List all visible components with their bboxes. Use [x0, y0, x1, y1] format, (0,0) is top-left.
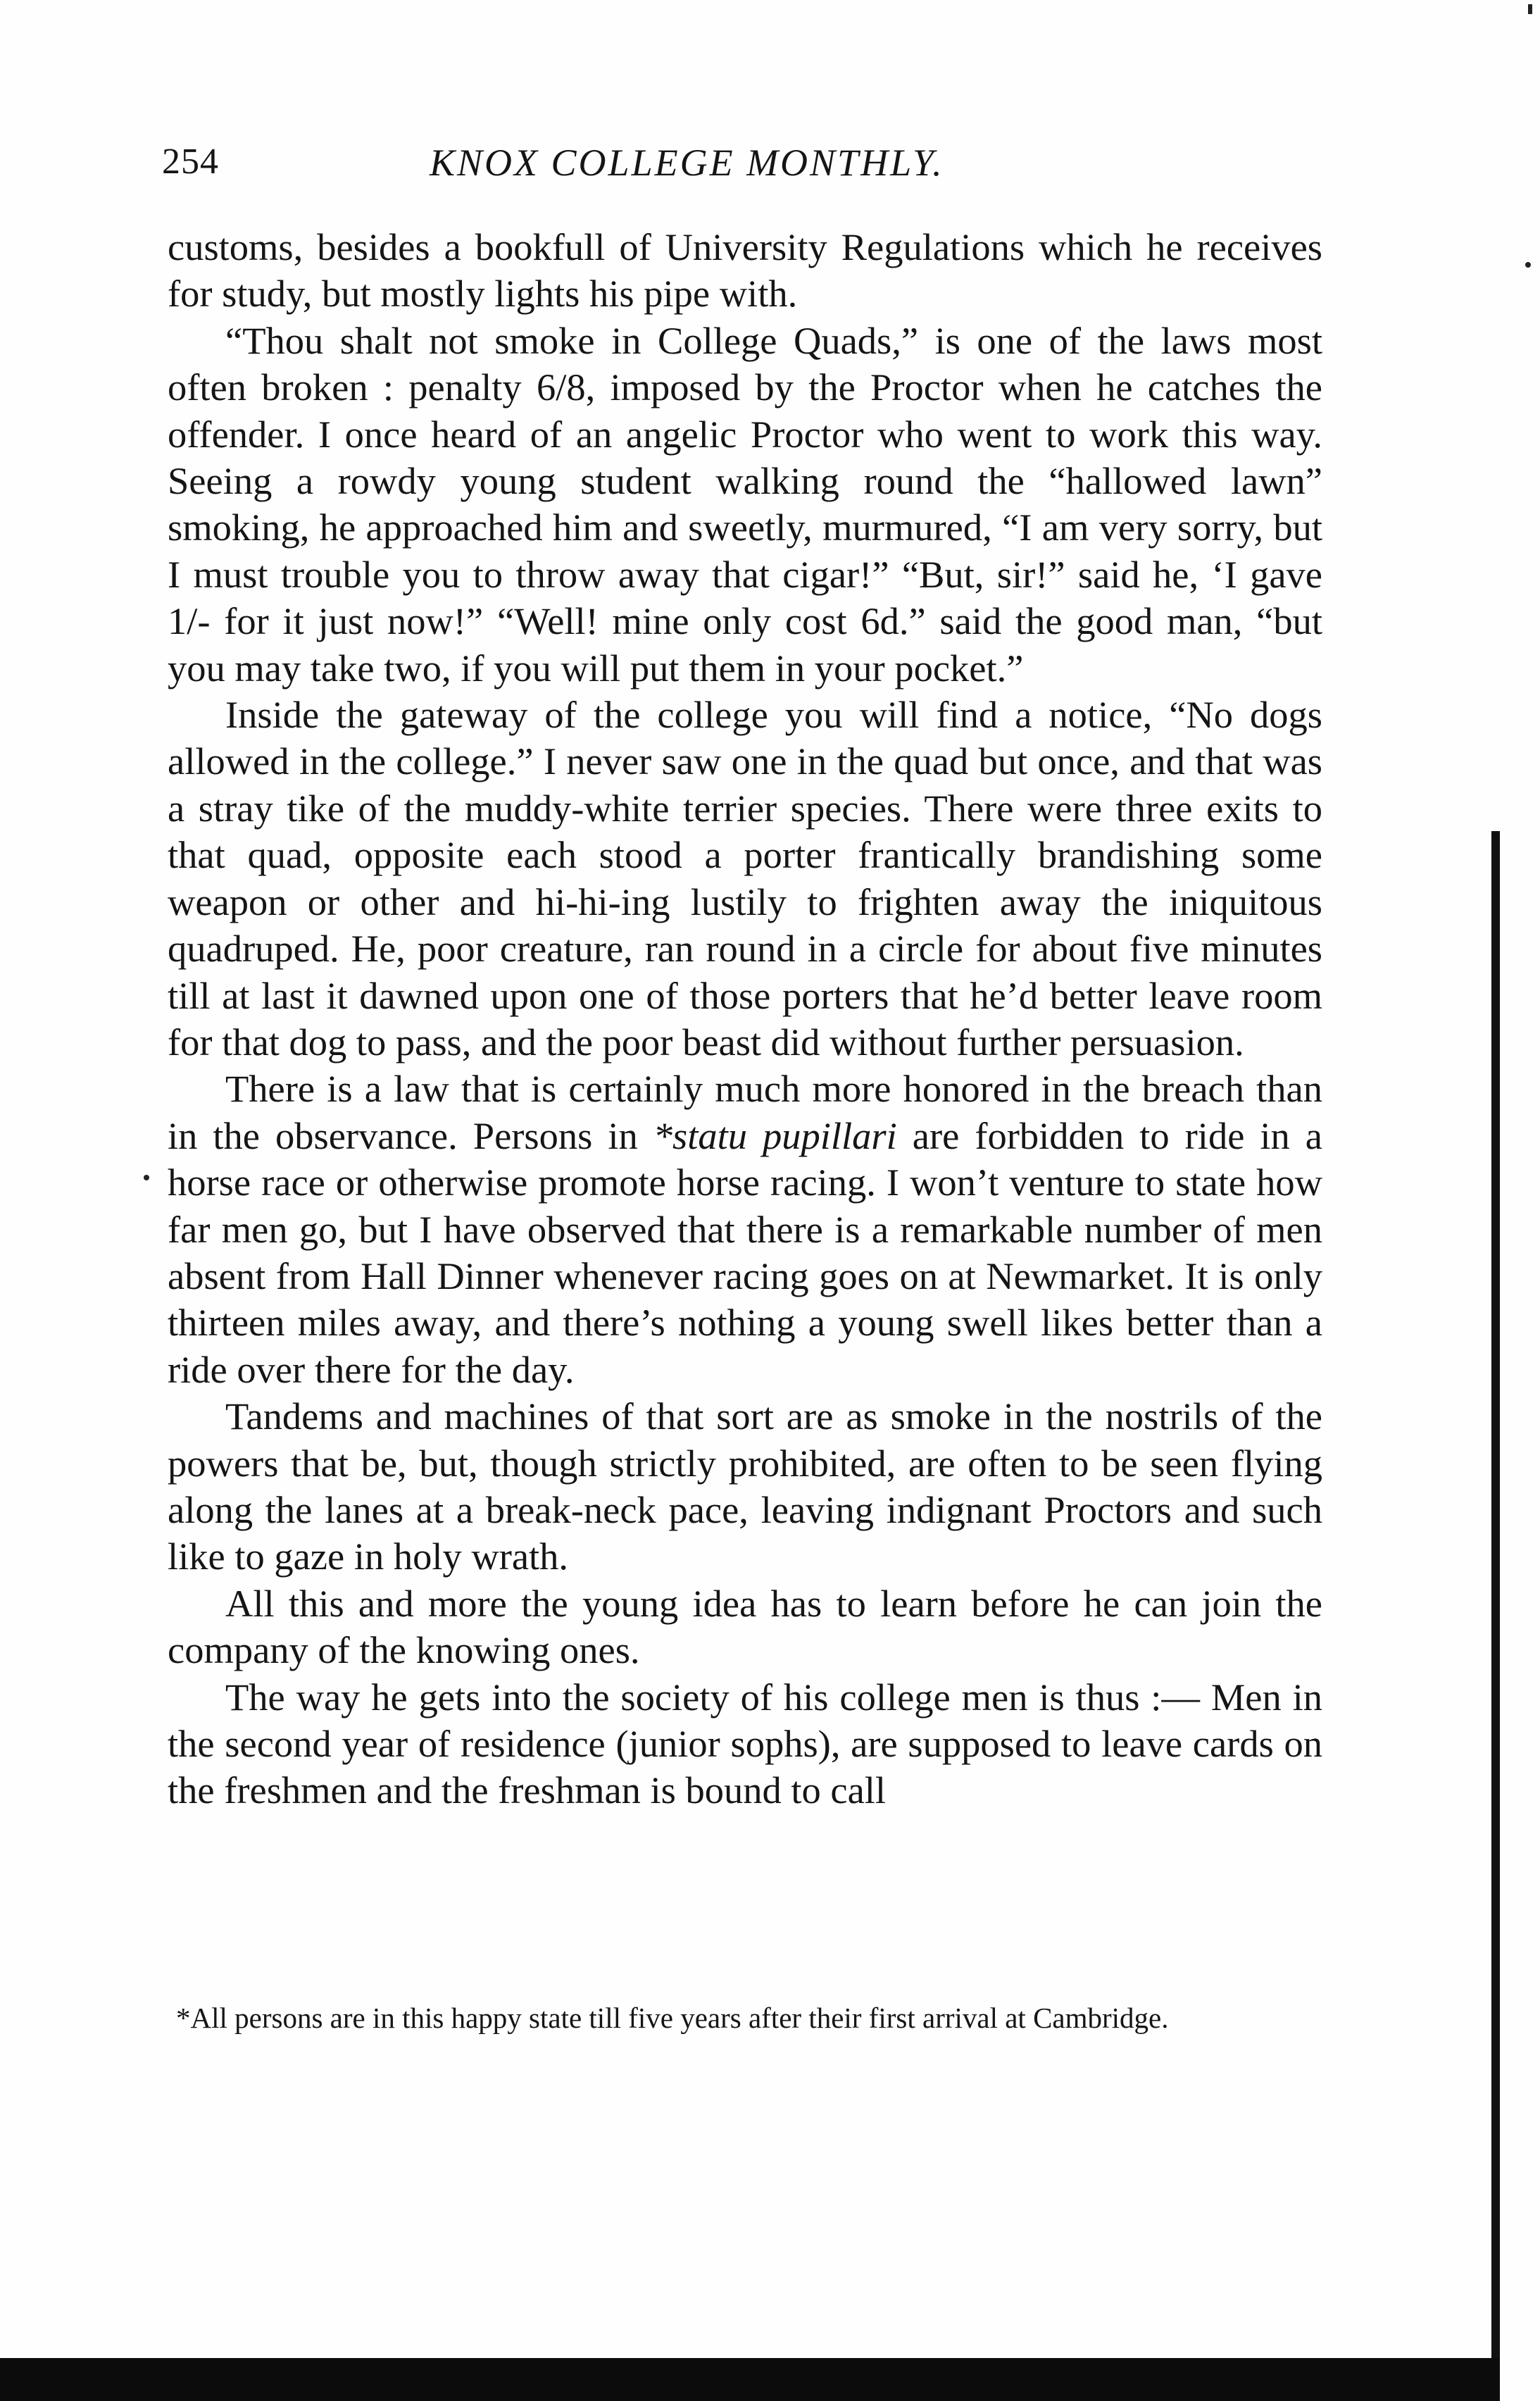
paragraph: The way he gets into the society of his college men is thus :— Men in the second year of residence (junior sophs), are supposed to leave cards on the freshmen and the freshman is bound to call	[168, 1675, 1322, 1812]
scan-mark	[1528, 4, 1532, 14]
page-bottom-rule	[0, 2358, 1500, 2401]
latin-phrase: *statu pupillari	[653, 1114, 897, 1157]
paragraph-text: are forbidden to ride in a horse race or otherwise promote horse racing. I won’t venture to state how far men go, but I have observed that there is a remarkable number of men absent from Hall Dinner whenever racing goes on at Newmarket. It is only thirteen miles away, and there’s nothing a young swell likes better than a ride over there for the day.	[168, 1114, 1322, 1391]
footnote-text: *All persons are in this happy state till five years after their first arrival at Cambridge.	[176, 2002, 1169, 2034]
page-number: 254	[162, 142, 219, 182]
article-body	[168, 224, 1322, 1814]
page-edge-rule	[1491, 831, 1500, 2366]
paragraph: “Thou shalt not smoke in College Quads,” is one of the laws most often broken : penalty 6/8, imposed by the Proctor when he catches the offender. I once heard of an angelic Proctor who went to work this way. Seeing a rowdy young student walking round the “hallowed lawn” smoking, he approached him and sweetly, murmured, “I am very sorry, but I must trouble you to throw away that cigar!” “But, sir!” said he, ‘I gave 1/- for it just now!” “Well! mine only cost 6d.” said the good man, “but you may take two, if you will put them in your pocket.”	[168, 318, 1322, 690]
page-header	[162, 141, 1324, 190]
paragraph: Tandems and machines of that sort are as smoke in the nostrils of the powers that be, but, though strictly prohibited, are often to be seen flying along the lanes at a break-neck pace, leaving indignant Proctors and such like to gaze in holy wrath.	[168, 1395, 1322, 1578]
paragraph	[168, 1066, 1322, 1393]
paragraph: customs, besides a bookfull of University Regulations which he receives for study, but mostly lights his pipe with.	[168, 225, 1322, 316]
scan-dot	[144, 1175, 149, 1180]
paragraph-text: There is a law that is certainly much more honored in the breach than in the observance. Persons in	[168, 1067, 1322, 1157]
paragraph: All this and more the young idea has to learn before he can join the company of the knowing ones.	[168, 1581, 1322, 1672]
footnote	[162, 1999, 1324, 2037]
running-head: KNOX COLLEGE MONTHLY.	[430, 142, 944, 184]
paragraph: Inside the gateway of the college you will find a notice, “No dogs allowed in the college.” I never saw one in the quad but once, and that was a stray tike of the muddy-white terrier species. There were three exits to that quad, opposite each stood a porter frantically brandishing some weapon or other and hi-hi-ing lustily to frighten away the iniquitous quadruped. He, poor creature, ran round in a circle for about five minutes till at last it dawned upon one of those porters that he’d better leave room for that dog to pass, and the poor beast did without further persuasion.	[168, 693, 1322, 1064]
scan-dot	[1525, 262, 1531, 268]
